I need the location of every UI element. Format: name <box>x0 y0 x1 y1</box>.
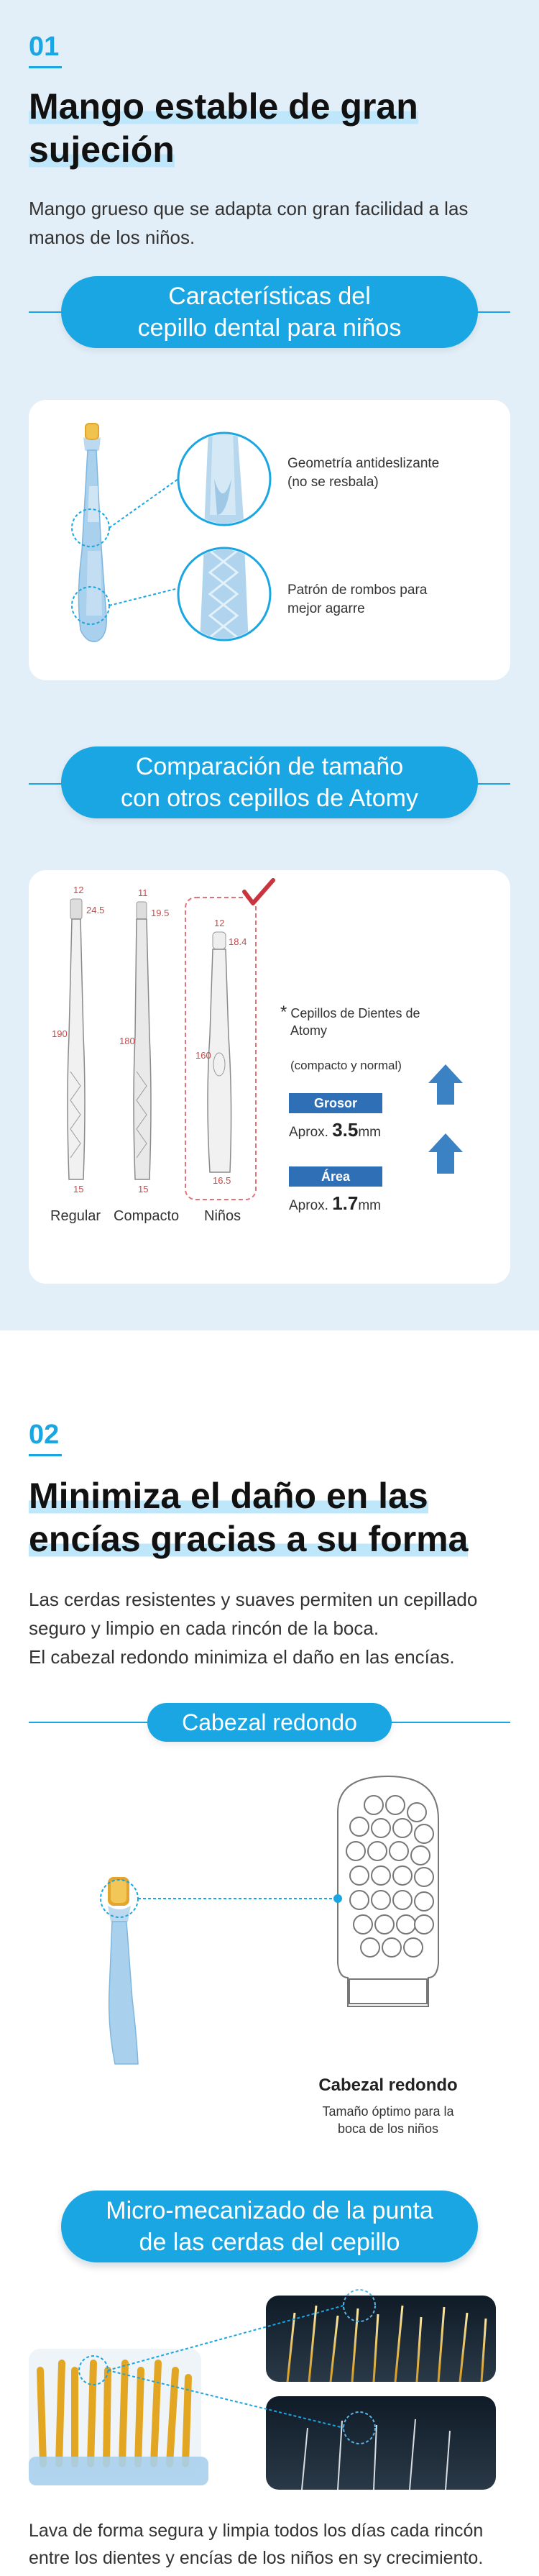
note-line-2: Atomy <box>290 1023 328 1038</box>
dim-compact-bottom: 15 <box>138 1184 149 1195</box>
section-title <box>29 1474 468 1561</box>
title-line-2: sujeción <box>29 129 175 170</box>
note-line-1: Cepillos de Dientes de <box>290 1006 420 1020</box>
compact-brush-icon <box>134 902 151 1179</box>
feature-1-line-2: (no se resbala) <box>287 475 379 490</box>
caption-sub <box>287 2103 489 2137</box>
dim-regular-top: 12 <box>73 885 84 895</box>
pill-line-1: Características del <box>168 283 371 310</box>
feature-diamond-pattern <box>287 581 427 618</box>
size-comparison-illustration <box>29 870 510 1284</box>
kids-brush-icon <box>208 932 231 1172</box>
label-regular: Regular <box>50 1208 101 1224</box>
thickness-arrow-icon <box>428 1064 463 1105</box>
area-badge: Área <box>289 1166 382 1187</box>
dim-kids-top: 12 <box>214 918 225 928</box>
section-number: 02 <box>29 1420 60 1450</box>
thickness-badge: Grosor <box>289 1093 382 1113</box>
round-head-pill: Cabezal redondo <box>147 1703 392 1742</box>
caption-sub-line-2: boca de los niños <box>337 2121 439 2136</box>
caption-title: Cabezal redondo <box>318 2075 458 2095</box>
dim-regular-len: 190 <box>52 1028 68 1039</box>
dim-kids-bottom: 16.5 <box>213 1175 231 1186</box>
section-title <box>29 85 418 171</box>
dim-regular-bottom: 15 <box>73 1184 84 1195</box>
feature-anti-slip <box>287 455 439 492</box>
features-card <box>29 400 510 680</box>
bottom-line-2: entre los dientes y encías de los niños en sy crecimiento. <box>29 2548 484 2568</box>
checkmark-icon <box>244 880 273 903</box>
features-pill <box>61 276 478 348</box>
toothbrush-features-illustration <box>29 400 510 680</box>
thickness-unit: mm <box>358 1125 382 1140</box>
label-kids: Niños <box>204 1208 241 1224</box>
dim-compact-top: 11 <box>138 887 148 898</box>
caption-sub-line-1: Tamaño óptimo para la <box>322 2104 454 2119</box>
compare-pill <box>61 746 478 818</box>
thickness-value: 3.5 <box>332 1119 359 1141</box>
title-line-1: Minimiza el daño en las <box>29 1476 428 1516</box>
pill-line-2: cepillo dental para niños <box>137 314 402 342</box>
thickness-prefix: Aprox. <box>289 1125 328 1140</box>
feature-1-line-1: Geometría antideslizante <box>287 456 440 471</box>
desc-line-2: seguro y limpio en cada rincón de la boca. <box>29 1617 379 1639</box>
asterisk: * <box>280 1002 287 1022</box>
section-description <box>29 194 468 252</box>
label-compact: Compacto <box>114 1208 180 1224</box>
atomy-note <box>280 1004 420 1039</box>
title-line-1: Mango estable de gran <box>29 86 418 127</box>
area-value: 1.7 <box>332 1192 359 1214</box>
desc-line-2: manos de los niños. <box>29 227 195 248</box>
micro-machining-pill <box>61 2191 478 2262</box>
desc-line-1: Mango grueso que se adapta con gran facilidad a las <box>29 198 469 219</box>
dim-compact-len: 180 <box>119 1036 135 1046</box>
compare-card <box>29 870 510 1284</box>
area-arrow-icon <box>428 1133 463 1174</box>
bristle-tip-illustration <box>0 2255 539 2500</box>
pill-line-1: Micro-mecanizado de la punta <box>106 2197 433 2224</box>
area-value-row <box>289 1192 381 1215</box>
round-head-diagram <box>338 1776 438 2006</box>
pill-line-2: de las cerdas del cepillo <box>139 2229 400 2256</box>
bottom-line-1: Lava de forma segura y limpia todos los días cada rincón <box>29 2521 484 2541</box>
title-line-2: encías gracias a su forma <box>29 1519 469 1559</box>
section-number: 01 <box>29 32 60 62</box>
toothbrush-icon <box>108 1877 138 2064</box>
bristles-icon <box>29 2349 208 2485</box>
round-head-caption <box>287 2075 489 2137</box>
toothbrush-icon <box>78 423 106 641</box>
dim-compact-head: 19.5 <box>151 908 170 918</box>
area-unit: mm <box>358 1198 382 1213</box>
desc-line-1: Las cerdas resistentes y suaves permiten un cepillado <box>29 1589 478 1610</box>
feature-2-line-2: mejor agarre <box>287 601 365 616</box>
pill-line-2: con otros cepillos de Atomy <box>121 785 418 812</box>
desc-line-3: El cabezal redondo minimiza el daño en las encías. <box>29 1646 455 1668</box>
regular-brush-icon <box>68 899 85 1179</box>
dim-kids-head: 18.4 <box>229 936 247 947</box>
note-line-3: (compacto y normal) <box>290 1059 402 1072</box>
bottom-description <box>29 2517 483 2572</box>
micro-photo-2 <box>266 2396 496 2490</box>
feature-2-line-1: Patrón de rombos para <box>287 583 428 598</box>
dim-kids-len: 160 <box>195 1050 211 1061</box>
thickness-value-row <box>289 1119 381 1141</box>
round-head-illustration <box>0 1762 539 2071</box>
pill-line-1: Comparación de tamaño <box>135 753 404 780</box>
area-prefix: Aprox. <box>289 1198 328 1213</box>
section-description <box>29 1585 477 1671</box>
dim-regular-head: 24.5 <box>86 905 105 915</box>
section-gum-protection <box>0 1330 539 2576</box>
